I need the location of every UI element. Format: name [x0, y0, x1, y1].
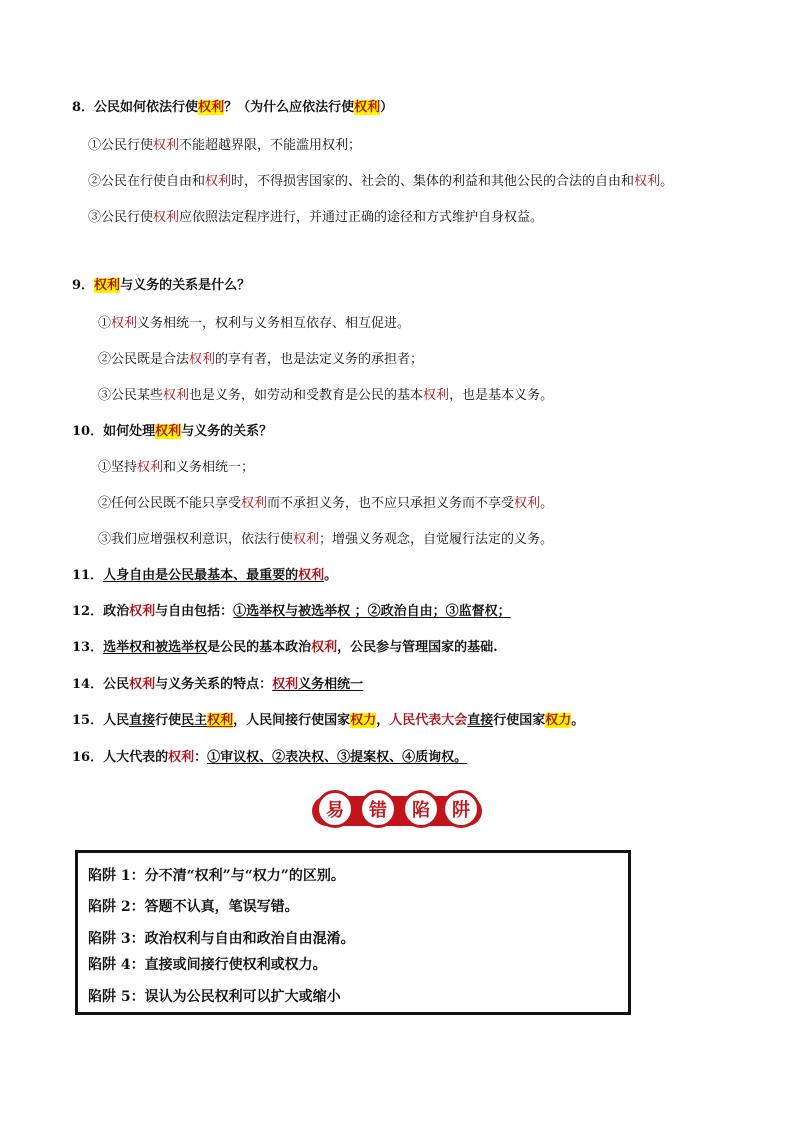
- answer-10-3: ③我们应增强权利意识，依法行使权利；增强义务观念，自觉履行法定的义务。: [98, 532, 554, 547]
- keyword-highlight: 权利: [354, 100, 381, 115]
- answer-8-3: ③公民行使权利应依照法定程序进行，并通过正确的途径和方式维护自身权益。: [88, 210, 544, 225]
- answer-9-1: ①权利义务相统一，权利与义务相互依存、相互促进。: [98, 316, 411, 331]
- section-badge: [312, 786, 482, 836]
- keyword-highlight: 权利: [198, 100, 225, 115]
- answer-10-2: ②任何公民既不能只享受权利而不承担义务，也不应只承担义务而不享受权利。: [98, 496, 554, 511]
- trap-item: 陷阱 4：直接或间接行使权利或权力。: [88, 957, 327, 973]
- question-15: 15．人民直接行使民主权利，人民间接行使国家权力，人民代表大会直接行使国家权力。: [72, 713, 585, 728]
- badge-char: 错: [359, 790, 397, 828]
- answer-8-2: ②公民在行使自由和权利时，不得损害国家的、社会的、集体的利益和其他公民的合法的自由和权利。: [88, 174, 674, 189]
- keyword-highlight: 权力: [545, 713, 572, 728]
- answer-9-2: ②公民既是合法权利的享有者，也是法定义务的承担者；: [98, 352, 424, 367]
- question-16: 16．人大代表的权利：①审议权、②表决权、③提案权、④质询权。: [72, 750, 468, 765]
- answer-9-3: ③公民某些权利也是义务，如劳动和受教育是公民的基本权利，也是基本义务。: [98, 388, 554, 403]
- trap-item: 陷阱 1：分不清“权利”与“权力”的区别。: [88, 868, 345, 884]
- badge-char: 陷: [402, 790, 440, 828]
- badge-char: 阱: [442, 790, 480, 828]
- keyword-highlight: 权力: [350, 713, 377, 728]
- question-10: 10．如何处理权利与义务的关系？: [72, 424, 273, 439]
- keyword-highlight: 权利: [155, 424, 182, 439]
- question-11: 11．人身自由是公民最基本、最重要的权利。: [72, 568, 338, 583]
- keyword-highlight: 权利: [94, 278, 121, 293]
- question-13: 13．选举权和被选举权是公民的基本政治权利，公民参与管理国家的基础.: [72, 640, 498, 655]
- keyword-highlight: 权利: [207, 713, 234, 728]
- answer-10-1: ①坚持权利和义务相统一；: [98, 460, 255, 475]
- question-9: 9．权利与义务的关系是什么？: [72, 278, 251, 293]
- question-14: 14．公民权利与义务关系的特点：权利义务相统一: [72, 677, 364, 692]
- trap-item: 陷阱 2：答题不认真，笔误写错。: [88, 899, 299, 915]
- answer-8-1: ①公民行使权利不能超越界限，不能滥用权利；: [88, 138, 362, 153]
- trap-item: 陷阱 5：误认为公民权利可以扩大或缩小: [88, 989, 341, 1005]
- question-8: 8．公民如何依法行使权利？（为什么应依法行使权利）: [72, 100, 394, 115]
- trap-item: 陷阱 3：政治权利与自由和政治自由混淆。: [88, 931, 355, 947]
- question-12: 12．政治权利与自由包括：①选举权与被选举权 ；②政治自由；③监督权；: [72, 604, 511, 619]
- badge-char: 易: [316, 790, 354, 828]
